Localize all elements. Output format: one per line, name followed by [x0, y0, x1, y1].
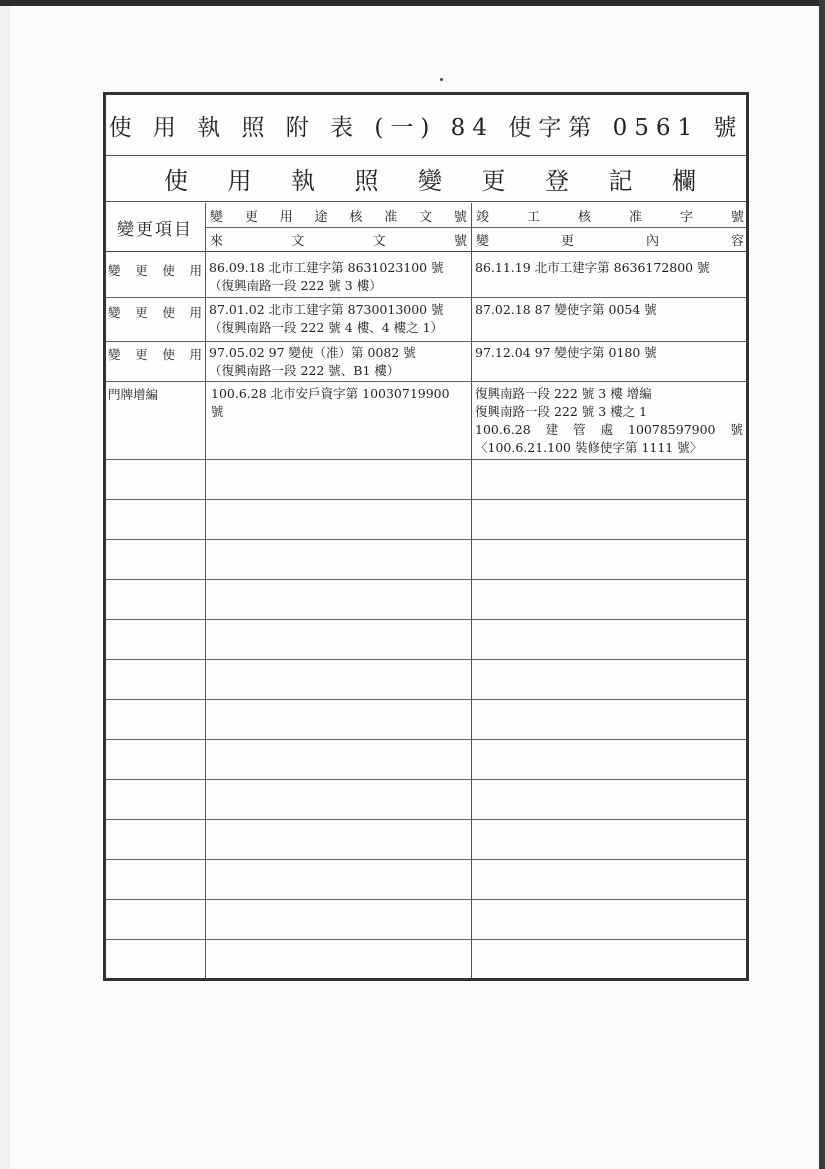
header-change-char: 變 — [476, 233, 490, 249]
row-4-completion-word-char: 10078597900 — [628, 422, 716, 437]
scan-speck — [440, 78, 443, 81]
row-3-completion — [475, 344, 657, 362]
header-approval-char: 准 — [384, 209, 398, 225]
header-change-char: 內 — [645, 233, 659, 249]
empty-row-line — [106, 619, 746, 620]
row-3-change-item — [108, 345, 202, 363]
header-incoming-char: 文 — [291, 233, 305, 249]
row-1-item-char: 變 — [108, 263, 121, 278]
scan-edge-right — [819, 0, 825, 1169]
row-4-completion-word-char: 建 — [545, 422, 559, 437]
row-4-completion — [475, 385, 743, 457]
header-approval-char: 文 — [419, 209, 433, 225]
subtitle-char: 更 — [481, 167, 506, 195]
header-completion-char: 字 — [679, 209, 693, 225]
subtitle-char: 執 — [291, 167, 315, 195]
header-approval-char: 號 — [453, 209, 467, 225]
row-2-item-char: 變 — [108, 305, 121, 320]
row-3-completion-line-1: 97.12.04 97 變使字第 0180 號 — [475, 345, 657, 360]
empty-row-line — [106, 779, 746, 780]
row-1-item-char: 使 — [162, 263, 175, 278]
row-4-approval-line-1: 100.6.28 北市安戶資字第 10030719900 — [211, 386, 450, 401]
header-approval-char: 途 — [314, 209, 328, 225]
row-2-approval — [209, 301, 444, 337]
header-completion-number — [476, 205, 744, 225]
row-4-completion-line-3 — [475, 421, 743, 439]
row-4-completion-word-char: 號 — [730, 422, 743, 437]
empty-row-line — [106, 819, 746, 820]
header-change-item: 變更項目 — [117, 219, 193, 240]
header-incoming-char: 號 — [453, 233, 467, 249]
row-4-completion-word-char: 管 — [573, 422, 586, 437]
empty-row-line — [106, 499, 746, 500]
subtitle-char: 用 — [227, 167, 252, 195]
header-approval-char: 變 — [210, 209, 224, 225]
subtitle-char: 變 — [418, 167, 442, 195]
row-3-approval — [209, 344, 416, 380]
row-1-completion-line-1: 86.11.19 北市工建字第 8636172800 號 — [475, 260, 710, 275]
empty-row-line — [106, 659, 746, 660]
row-4-completion-word-char: 100.6.28 — [475, 422, 531, 437]
column-divider-2 — [471, 203, 472, 978]
header-change-char: 容 — [730, 233, 744, 249]
row-2-completion — [475, 301, 657, 319]
header-completion-char: 工 — [526, 209, 540, 225]
empty-row-line — [106, 579, 746, 580]
row-4-completion-line-2: 復興南路一段 222 號 3 樓之 1 — [475, 404, 648, 419]
row-4-approval — [211, 385, 450, 421]
row-1-change-item — [108, 261, 202, 279]
scan-margin-left — [0, 0, 10, 1169]
empty-row-line — [106, 939, 746, 940]
header-approval-number — [210, 205, 467, 225]
header-completion-char: 號 — [730, 209, 744, 225]
row-2-approval-line-2: （復興南路一段 222 號 4 樓、4 樓之 1） — [209, 320, 444, 335]
row-3-item-char: 使 — [162, 347, 175, 362]
row-3-approval-line-2: （復興南路一段 222 號、B1 樓） — [209, 363, 400, 378]
row-1-item-char: 用 — [189, 263, 202, 278]
row-2-item-char: 用 — [189, 305, 202, 320]
column-divider-1 — [205, 203, 206, 978]
empty-row-line — [106, 539, 746, 540]
header-incoming-number — [210, 229, 467, 249]
row-1-completion — [475, 259, 710, 277]
subtitle-char: 登 — [545, 167, 569, 195]
row-1-approval-line-2: （復興南路一段 222 號 3 樓） — [209, 278, 382, 293]
header-approval-char: 用 — [279, 209, 293, 225]
empty-row-line — [106, 699, 746, 700]
header-change-char: 更 — [560, 233, 574, 249]
row-3-item-char: 用 — [189, 347, 202, 362]
row-4-approval-line-2: 號 — [211, 404, 224, 419]
row-2-item-char: 使 — [162, 305, 175, 320]
row-2-item-char: 更 — [135, 305, 148, 320]
header-completion-char: 准 — [628, 209, 642, 225]
header-approval-char: 核 — [349, 209, 363, 225]
row-3-approval-line-1: 97.05.02 97 變使（准）第 0082 號 — [209, 345, 416, 360]
row-4-completion-line-1: 復興南路一段 222 號 3 樓 增編 — [475, 386, 652, 401]
header-incoming-char: 來 — [210, 233, 224, 249]
subtitle-char: 記 — [608, 167, 633, 195]
row-4-change-item: 門牌增編 — [108, 387, 159, 402]
header-divider — [205, 227, 746, 228]
header-change-content — [476, 229, 744, 249]
row-divider — [106, 459, 746, 460]
usage-license-form — [103, 92, 749, 981]
row-3-item-char: 變 — [108, 347, 121, 362]
header-incoming-char: 文 — [372, 233, 386, 249]
row-divider — [106, 381, 746, 382]
header-approval-char: 更 — [244, 209, 258, 225]
row-2-change-item — [108, 303, 202, 321]
form-subtitle — [106, 156, 746, 202]
form-title-text: 使 用 執 照 附 表 (一) 84 使字第 0561 號 — [108, 114, 744, 141]
row-3-item-char: 更 — [135, 347, 148, 362]
row-4-completion-line-4: 〈100.6.21.100 裝修使字第 1111 號〉 — [475, 440, 703, 455]
header-bottom-rule — [106, 251, 746, 252]
row-2-completion-line-1: 87.02.18 87 變使字第 0054 號 — [475, 302, 657, 317]
form-title — [106, 95, 746, 156]
empty-row-line — [106, 859, 746, 860]
subtitle-char: 照 — [354, 167, 379, 195]
empty-row-line — [106, 899, 746, 900]
scan-edge-top — [0, 0, 825, 6]
row-1-approval-line-1: 86.09.18 北市工建字第 8631023100 號 — [209, 260, 444, 275]
row-4-completion-word-char: 處 — [600, 422, 614, 437]
row-1-approval — [209, 259, 444, 295]
subtitle-char: 使 — [164, 167, 188, 195]
row-divider — [106, 297, 746, 298]
row-2-approval-line-1: 87.01.02 北市工建字第 8730013000 號 — [209, 302, 444, 317]
empty-row-line — [106, 739, 746, 740]
header-completion-char: 竣 — [476, 209, 490, 225]
row-divider — [106, 341, 746, 342]
subtitle-char: 欄 — [672, 167, 696, 195]
header-completion-char: 核 — [577, 209, 591, 225]
row-1-item-char: 更 — [135, 263, 148, 278]
